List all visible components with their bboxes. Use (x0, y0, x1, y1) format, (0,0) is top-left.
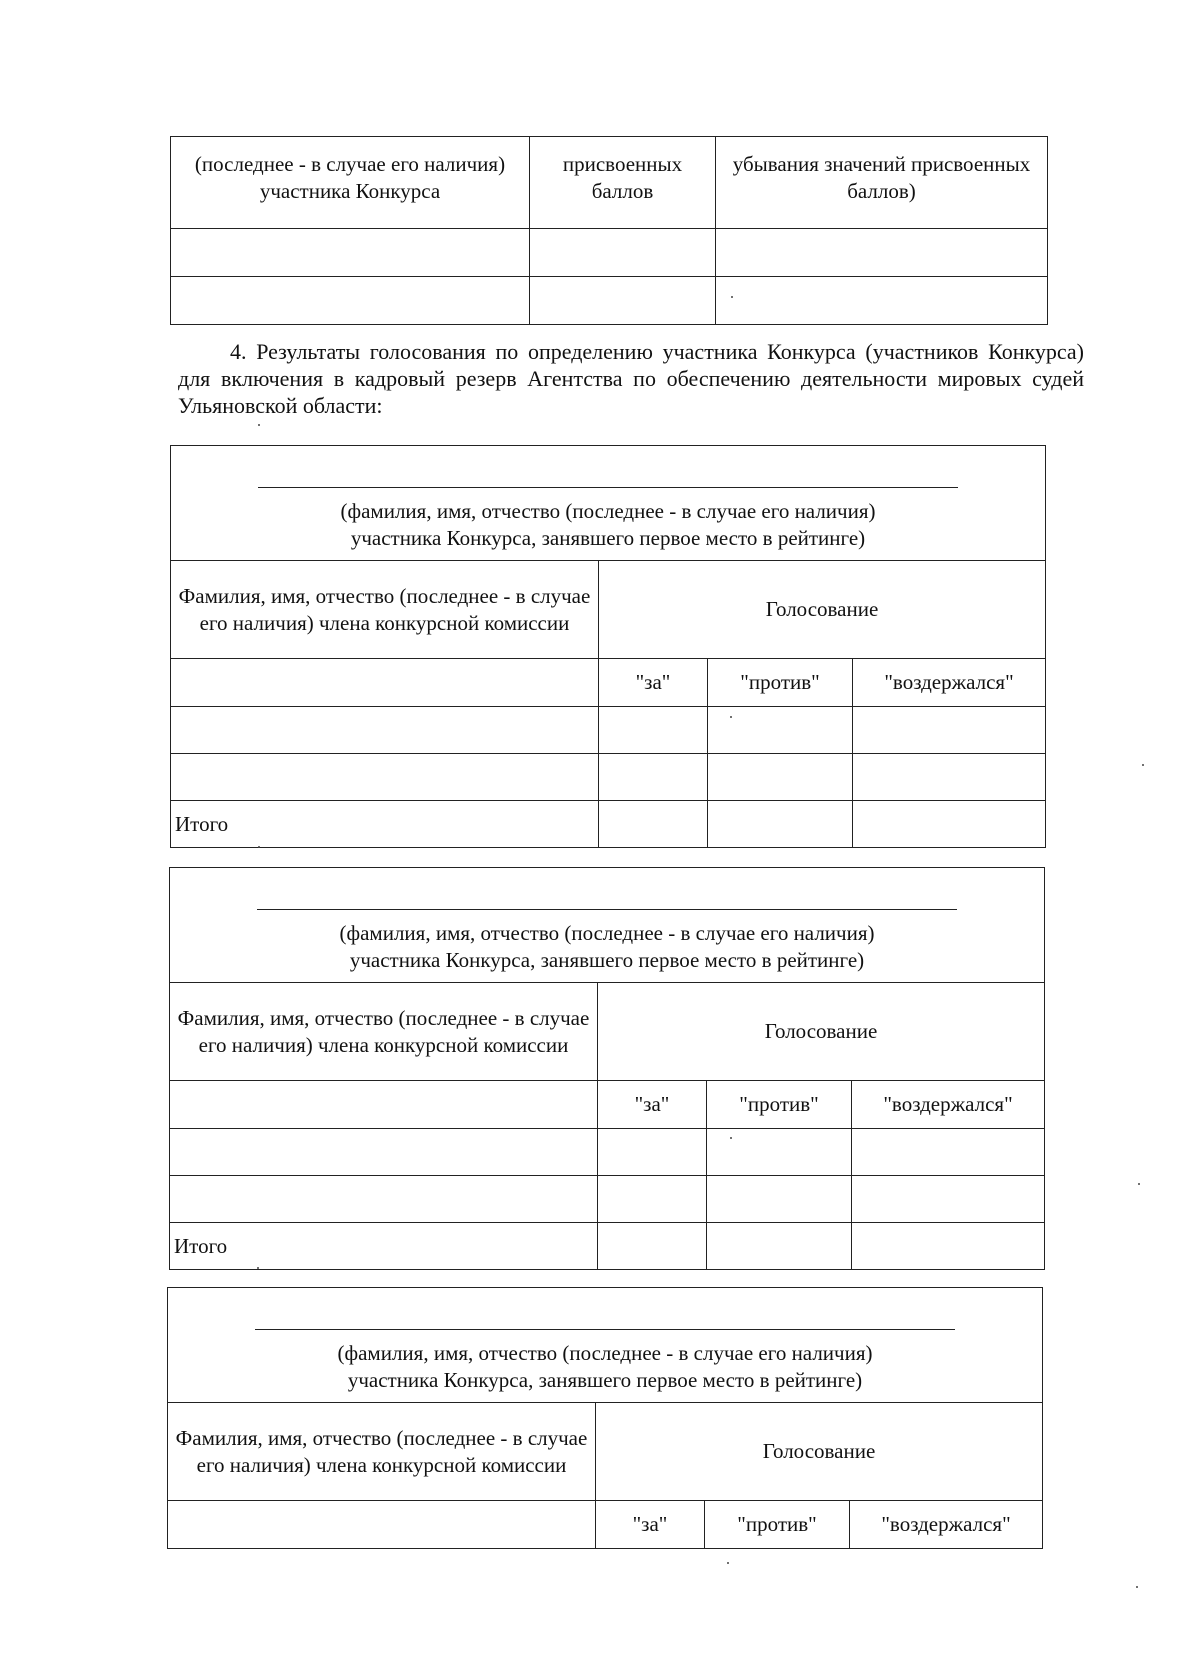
total-label: Итого (171, 801, 599, 848)
table-cell (852, 1176, 1045, 1223)
table-cell (707, 1223, 852, 1270)
voting-table (169, 867, 1045, 1270)
table-cell (171, 754, 599, 801)
participant-caption-line1: (фамилия, имя, отчество (последнее - в случае его наличия) (339, 920, 875, 945)
participant-name-cell (168, 1288, 1043, 1403)
table-cell (708, 801, 853, 848)
participant-caption-line1: (фамилия, имя, отчество (последнее - в случае его наличия) (340, 498, 876, 523)
vote-for-label: "за" (598, 1081, 707, 1129)
table-cell (853, 754, 1046, 801)
participant-caption-line2: участника Конкурса, занявшего первое место в рейтинге) (350, 525, 866, 550)
member-header: Фамилия, имя, отчество (последнее - в случае его наличия) члена конкурсной комиссии (171, 561, 599, 659)
table-cell (708, 754, 853, 801)
participant-caption-line2: участника Конкурса, занявшего первое место в рейтинге) (349, 947, 865, 972)
table-row (171, 754, 1046, 801)
table-cell (707, 1176, 852, 1223)
table-row (171, 707, 1046, 754)
table-cell (171, 707, 599, 754)
name-blank-line (258, 487, 958, 488)
table-cell (171, 277, 530, 325)
scan-speck (257, 1267, 259, 1269)
participant-caption-line1: (фамилия, имя, отчество (последнее - в случае его наличия) (337, 1340, 873, 1365)
vote-abstained-label: "воздержался" (852, 1081, 1045, 1129)
table-row (171, 229, 1048, 277)
table-cell (853, 707, 1046, 754)
voting-header: Голосование (596, 1403, 1043, 1501)
table-cell (170, 1176, 598, 1223)
voting-header-row (168, 1403, 1043, 1501)
vote-for-label: "за" (596, 1501, 705, 1549)
rating-header-points: присвоенных баллов (530, 137, 716, 229)
vote-options-row (168, 1501, 1043, 1549)
table-cell (599, 707, 708, 754)
table-cell (168, 1501, 596, 1549)
participant-name-row (171, 446, 1046, 561)
table-cell (716, 277, 1048, 325)
scan-speck (1142, 764, 1144, 766)
scan-speck (258, 424, 260, 426)
total-row (170, 1223, 1045, 1270)
name-blank-line (255, 1329, 955, 1330)
voting-table (170, 445, 1046, 848)
table-cell (852, 1223, 1045, 1270)
participant-name-cell (170, 868, 1045, 983)
scan-speck (727, 1562, 729, 1564)
table-cell (170, 1081, 598, 1129)
table-cell (853, 801, 1046, 848)
table-cell (708, 707, 853, 754)
vote-abstained-label: "воздержался" (853, 659, 1046, 707)
table-row (170, 1129, 1045, 1176)
vote-against-label: "против" (707, 1081, 852, 1129)
table-cell (598, 1223, 707, 1270)
participant-caption-line2: участника Конкурса, занявшего первое место в рейтинге) (347, 1367, 863, 1392)
table-cell (598, 1176, 707, 1223)
total-label: Итого (170, 1223, 598, 1270)
vote-against-label: "против" (705, 1501, 850, 1549)
voting-header: Голосование (599, 561, 1046, 659)
member-header: Фамилия, имя, отчество (последнее - в случае его наличия) члена конкурсной комиссии (168, 1403, 596, 1501)
rating-header-participant: (последнее - в случае его наличия) участника Конкурса (171, 137, 530, 229)
scan-speck (731, 296, 733, 298)
total-row (171, 801, 1046, 848)
scan-speck (1138, 1183, 1140, 1185)
rating-table-header-row (171, 137, 1048, 229)
scan-speck (730, 1137, 732, 1139)
participant-name-row (168, 1288, 1043, 1403)
vote-options-row (170, 1081, 1045, 1129)
participant-name-cell (171, 446, 1046, 561)
scan-speck (258, 846, 260, 848)
participant-name-row (170, 868, 1045, 983)
rating-header-order: убывания значений присвоенных баллов) (716, 137, 1048, 229)
name-blank-line (257, 909, 957, 910)
voting-table (167, 1287, 1043, 1549)
table-cell (171, 229, 530, 277)
table-row (170, 1176, 1045, 1223)
vote-options-row (171, 659, 1046, 707)
scan-speck (1136, 1586, 1138, 1588)
vote-for-label: "за" (599, 659, 708, 707)
table-cell (598, 1129, 707, 1176)
table-cell (171, 659, 599, 707)
rating-table (170, 136, 1048, 325)
table-cell (170, 1129, 598, 1176)
vote-against-label: "против" (708, 659, 853, 707)
table-cell (530, 277, 716, 325)
table-cell (852, 1129, 1045, 1176)
voting-header-row (171, 561, 1046, 659)
section-4-paragraph: 4. Результаты голосования по определению участника Конкурса (участников Конкурса) для включения в кадровый резерв Агентства по обеспечению деятельности мировых судей Ульяновской области: (178, 339, 1084, 418)
voting-header-row (170, 983, 1045, 1081)
table-cell (530, 229, 716, 277)
voting-header: Голосование (598, 983, 1045, 1081)
table-cell (599, 801, 708, 848)
member-header: Фамилия, имя, отчество (последнее - в случае его наличия) члена конкурсной комиссии (170, 983, 598, 1081)
table-cell (707, 1129, 852, 1176)
scan-speck (730, 716, 732, 718)
vote-abstained-label: "воздержался" (850, 1501, 1043, 1549)
table-cell (716, 229, 1048, 277)
table-row (171, 277, 1048, 325)
table-cell (599, 754, 708, 801)
